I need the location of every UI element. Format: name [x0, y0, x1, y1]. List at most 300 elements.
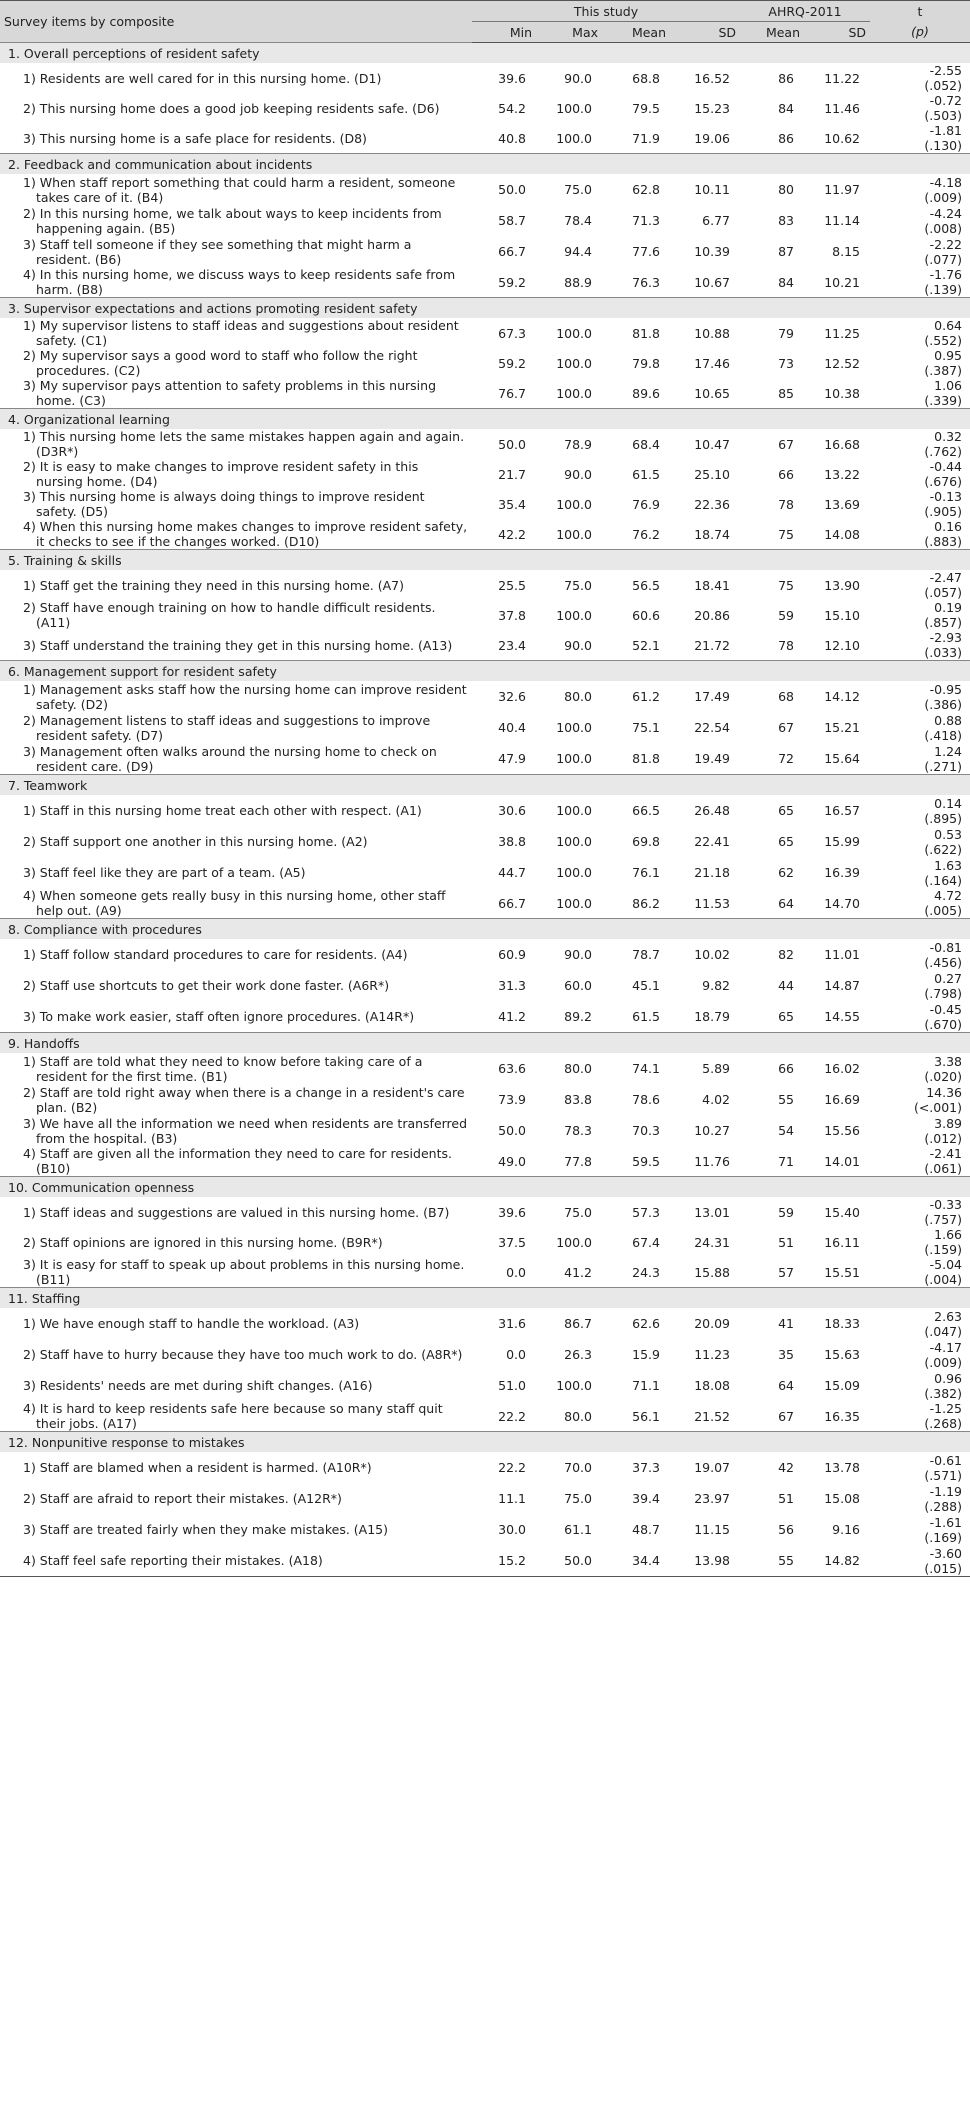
cell-mean: 69.8: [632, 834, 660, 849]
cell-max: 100.0: [556, 355, 592, 371]
cell-min: 35.4: [498, 496, 526, 512]
cell-sd: 15.23: [694, 100, 730, 116]
item-text: 2) My supervisor says a good word to staff who follow the right procedures. (C2): [23, 348, 418, 378]
cell-min: 15.2: [472, 1545, 536, 1577]
composite-title: 10. Communication openness: [0, 1177, 970, 1198]
cell-amean: 64: [778, 895, 794, 911]
cell-max: 26.3: [564, 1347, 592, 1362]
cell-max: 88.9: [564, 274, 592, 290]
cell-amean: 51: [778, 1491, 794, 1506]
t-value: 1.66: [934, 1227, 962, 1242]
cell-max: 75.0: [564, 182, 592, 197]
composite-heading: [0, 43, 970, 64]
cell-amean: 73: [778, 355, 794, 371]
cell-max: 100.0: [556, 751, 592, 766]
cell-min: 32.6: [498, 689, 526, 704]
cell-min: 59.2: [498, 274, 526, 290]
cell-t-p: [870, 888, 970, 919]
p-value: (.288): [924, 1498, 962, 1514]
composite-title: 12. Nonpunitive response to mistakes: [0, 1432, 970, 1453]
header-item-label: Survey items by composite: [0, 1, 472, 43]
cell-amean: 64: [778, 1378, 794, 1393]
cell-max: 100.0: [556, 1378, 592, 1393]
cell-sd: 18.08: [694, 1378, 730, 1393]
cell-min: 63.6: [498, 1061, 526, 1076]
composite-title: 5. Training & skills: [0, 550, 970, 571]
t-value: -0.61: [929, 1452, 962, 1468]
cell-t-p: [870, 123, 970, 154]
cell-min: 0.0: [506, 1347, 526, 1362]
cell-amean: 65: [778, 834, 794, 849]
cell-max: 60.0: [564, 978, 592, 993]
table-body: [0, 43, 970, 1577]
t-value: -2.55: [929, 63, 962, 78]
item-text: 2) Staff opinions are ignored in this nursing home. (B9R*): [23, 1234, 383, 1250]
p-value: (.622): [924, 841, 962, 857]
cell-asd: 15.40: [824, 1204, 860, 1220]
cell-min: 60.9: [498, 947, 526, 962]
p-value: (.456): [924, 954, 962, 970]
t-value: 2.63: [934, 1308, 962, 1324]
table-row: [0, 1146, 970, 1177]
cell-max: 100.0: [556, 325, 592, 341]
p-value: (.386): [924, 696, 962, 712]
cell-t-p: [870, 1053, 970, 1084]
header-min: Min: [472, 22, 536, 43]
cell-amean: 87: [778, 244, 794, 259]
item-text: 1) Residents are well cared for in this nursing home. (D1): [23, 70, 382, 86]
header-ahrq-mean: Mean: [740, 22, 804, 43]
item-text: 3) Staff are treated fairly when they make mistakes. (A15): [23, 1522, 388, 1537]
cell-amean: 84: [778, 274, 794, 290]
cell-amean: 75: [778, 526, 794, 542]
cell-asd: 16.57: [824, 803, 860, 818]
cell-max: 100.0: [556, 385, 592, 401]
table-row: [0, 1001, 970, 1033]
item-text: 1) Staff ideas and suggestions are valued in this nursing home. (B7): [23, 1204, 450, 1220]
composite-title: 11. Staffing: [0, 1288, 970, 1309]
cell-t-p: [870, 1257, 970, 1288]
cell-min: 40.8: [498, 130, 526, 146]
cell-mean: 37.3: [632, 1460, 660, 1475]
cell-mean: 48.7: [632, 1522, 660, 1537]
cell-max: 100.0: [556, 100, 592, 116]
table-row: [0, 1339, 970, 1370]
cell-asd: 14.01: [824, 1153, 860, 1169]
p-value: (.139): [924, 282, 962, 297]
t-value: -1.19: [929, 1483, 962, 1499]
cell-sd: 23.97: [694, 1491, 730, 1506]
cell-mean: 61.5: [632, 466, 660, 482]
cell-amean: 57: [778, 1264, 794, 1280]
cell-min: 44.7: [498, 865, 526, 880]
p-value: (.571): [924, 1467, 962, 1483]
cell-sd: 21.52: [694, 1408, 730, 1424]
cell-mean: 76.2: [632, 526, 660, 542]
cell-min: 50.0: [498, 436, 526, 452]
cell-min: 39.6: [498, 1204, 526, 1220]
cell-sd: 24.31: [694, 1234, 730, 1250]
cell-sd: 10.65: [694, 385, 730, 401]
table-row: [0, 348, 970, 378]
item-text: 1) This nursing home lets the same mistakes happen again and again. (D3R*): [23, 429, 465, 459]
cell-asd: 16.02: [824, 1061, 860, 1076]
p-value: (.009): [924, 189, 962, 205]
cell-amean: 41: [778, 1316, 794, 1331]
cell-amean: 67: [778, 436, 794, 452]
t-value: -1.76: [929, 267, 962, 282]
cell-asd: 12.52: [824, 355, 860, 371]
cell-max: 78.9: [564, 436, 592, 452]
table-row: [0, 236, 970, 267]
cell-asd: 13.22: [824, 466, 860, 482]
t-value: 14.36: [926, 1084, 962, 1100]
cell-t-p: [870, 1401, 970, 1432]
cell-max: 75.0: [564, 1204, 592, 1220]
t-value: 0.53: [934, 826, 962, 842]
table-row: [0, 267, 970, 298]
p-value: (.676): [924, 474, 962, 489]
t-value: -2.47: [929, 570, 962, 585]
cell-t-p: [870, 1452, 970, 1483]
composite-title: 1. Overall perceptions of resident safety: [0, 43, 970, 64]
item-text: 3) My supervisor pays attention to safety problems in this nursing home. (C3): [23, 378, 437, 408]
cell-mean: 78.6: [632, 1092, 660, 1107]
cell-t-p: [870, 1001, 970, 1033]
cell-t-p: [870, 459, 970, 489]
cell-sd: 22.54: [694, 720, 730, 735]
cell-t-p: [870, 1084, 970, 1115]
p-value: (.883): [924, 534, 962, 549]
cell-max: 100.0: [556, 607, 592, 623]
composite-heading: [0, 919, 970, 940]
cell-amean: 65: [778, 1009, 794, 1024]
p-value: (.857): [924, 615, 962, 630]
item-text: 1) We have enough staff to handle the workload. (A3): [23, 1316, 360, 1331]
cell-asd: 11.22: [824, 70, 860, 86]
cell-t-p: [870, 236, 970, 267]
cell-asd: 15.09: [824, 1378, 860, 1393]
header-t: t: [870, 1, 970, 22]
composite-title: 6. Management support for resident safety: [0, 661, 970, 682]
item-text: 4) Staff feel safe reporting their mistakes. (A18): [0, 1545, 472, 1577]
cell-mean: 74.1: [632, 1061, 660, 1076]
p-value: (.159): [924, 1242, 962, 1257]
cell-mean: 76.9: [632, 496, 660, 512]
cell-sd: 11.15: [694, 1522, 730, 1537]
cell-min: 37.5: [498, 1234, 526, 1250]
t-value: -0.95: [929, 681, 962, 697]
t-value: 0.64: [934, 318, 962, 333]
cell-min: 42.2: [498, 526, 526, 542]
cell-amean: 75: [778, 577, 794, 593]
table-row: [0, 1514, 970, 1545]
cell-mean: 60.6: [632, 607, 660, 623]
cell-mean: 24.3: [632, 1264, 660, 1280]
cell-mean: 86.2: [632, 895, 660, 911]
cell-t-p: [870, 1146, 970, 1177]
p-value: (.020): [924, 1068, 962, 1084]
composite-heading: [0, 1177, 970, 1198]
cell-mean: 66.5: [632, 803, 660, 818]
cell-min: 47.9: [498, 751, 526, 766]
cell-sd: 10.88: [694, 325, 730, 341]
p-value: (.552): [924, 333, 962, 348]
cell-asd: 10.62: [824, 130, 860, 146]
cell-asd: 10.38: [824, 385, 860, 401]
p-value: (.004): [924, 1272, 962, 1287]
cell-max: 50.0: [536, 1545, 602, 1577]
header-ahrq-sd: SD: [804, 22, 870, 43]
table-row: [0, 1545, 970, 1577]
table-row: [0, 318, 970, 348]
cell-max: 77.8: [564, 1153, 592, 1169]
cell-mean: 57.3: [632, 1204, 660, 1220]
cell-mean: 56.1: [632, 1408, 660, 1424]
cell-asd: 14.82: [804, 1545, 870, 1577]
table-row: [0, 205, 970, 236]
cell-max: 75.0: [564, 577, 592, 593]
cell-max: 100.0: [556, 865, 592, 880]
cell-sd: 5.89: [702, 1061, 730, 1076]
cell-min: 30.6: [498, 803, 526, 818]
cell-sd: 26.48: [694, 803, 730, 818]
cell-asd: 14.08: [824, 526, 860, 542]
p-value: (.015): [924, 1560, 962, 1576]
p-value: (.895): [924, 810, 962, 826]
cell-sd: 15.88: [694, 1264, 730, 1280]
t-value: 0.16: [934, 519, 962, 534]
cell-max: 80.0: [564, 689, 592, 704]
p-value: (.130): [924, 138, 962, 153]
header-sd: SD: [670, 22, 740, 43]
t-value: -1.25: [929, 1401, 962, 1416]
cell-sd: 10.02: [694, 947, 730, 962]
cell-t-p: [870, 630, 970, 661]
cell-amean: 59: [778, 1204, 794, 1220]
cell-amean: 83: [778, 213, 794, 228]
cell-asd: 11.97: [824, 182, 860, 197]
cell-max: 75.0: [564, 1491, 592, 1506]
cell-sd: 10.47: [694, 436, 730, 452]
item-text: 1) Staff are told what they need to know before taking care of a resident for the first time. (B1): [23, 1053, 423, 1084]
composite-heading: [0, 661, 970, 682]
t-value: 1.24: [934, 743, 962, 759]
cell-sd: 25.10: [694, 466, 730, 482]
p-value: (.905): [924, 504, 962, 519]
header-ahrq: AHRQ-2011: [740, 1, 870, 22]
cell-mean: 61.5: [632, 1009, 660, 1024]
cell-mean: 56.5: [632, 577, 660, 593]
cell-asd: 13.78: [824, 1460, 860, 1475]
p-value: (.005): [924, 903, 962, 918]
composite-heading: [0, 1033, 970, 1054]
table-row: [0, 630, 970, 661]
table-row: [0, 600, 970, 630]
table-row: [0, 1401, 970, 1432]
cell-max: 90.0: [564, 947, 592, 962]
cell-sd: 18.74: [694, 526, 730, 542]
cell-mean: 79.8: [632, 355, 660, 371]
cell-asd: 14.55: [824, 1009, 860, 1024]
item-text: 2) This nursing home does a good job keeping residents safe. (D6): [23, 100, 440, 116]
cell-sd: 22.36: [694, 496, 730, 512]
cell-max: 100.0: [556, 720, 592, 735]
cell-t-p: [870, 93, 970, 123]
cell-sd: 19.06: [694, 130, 730, 146]
cell-asd: 11.14: [824, 213, 860, 228]
p-value: (.762): [924, 444, 962, 459]
cell-t-p: [870, 1514, 970, 1545]
cell-amean: 59: [778, 607, 794, 623]
cell-min: 73.9: [498, 1092, 526, 1107]
cell-t-p: [870, 857, 970, 888]
cell-asd: 10.21: [824, 274, 860, 290]
header-this-study: This study: [472, 1, 740, 22]
cell-max: 90.0: [564, 637, 592, 653]
cell-amean: 66: [778, 466, 794, 482]
cell-max: 61.1: [564, 1522, 592, 1537]
cell-min: 59.2: [498, 355, 526, 371]
cell-max: 80.0: [564, 1061, 592, 1076]
cell-t-p: [870, 489, 970, 519]
table-row: [0, 123, 970, 154]
t-value: 0.95: [934, 348, 962, 363]
cell-amean: 67: [778, 720, 794, 735]
composite-heading: [0, 1288, 970, 1309]
cell-sd: 19.07: [694, 1460, 730, 1475]
t-value: 3.89: [934, 1115, 962, 1131]
cell-mean: 68.8: [632, 70, 660, 86]
cell-asd: 18.33: [824, 1316, 860, 1331]
item-text: 4) It is hard to keep residents safe here because so many staff quit their jobs. (A17): [23, 1401, 443, 1431]
cell-min: 0.0: [506, 1264, 526, 1280]
cell-sd: 18.79: [694, 1009, 730, 1024]
cell-max: 70.0: [564, 1460, 592, 1475]
composite-heading: [0, 550, 970, 571]
item-text: 2) Staff are afraid to report their mistakes. (A12R*): [23, 1491, 342, 1506]
cell-sd: 11.76: [694, 1153, 730, 1169]
cell-t-p: [870, 63, 970, 93]
cell-t-p: [870, 267, 970, 298]
cell-t-p: [870, 1197, 970, 1227]
table-row: [0, 459, 970, 489]
t-value: 3.38: [934, 1053, 962, 1069]
cell-min: 37.8: [498, 607, 526, 623]
cell-amean: 54: [778, 1123, 794, 1138]
table-row: [0, 429, 970, 459]
t-value: -0.45: [929, 1001, 962, 1017]
cell-amean: 55: [778, 1092, 794, 1107]
cell-t-p: [870, 1483, 970, 1514]
cell-t-p: [870, 378, 970, 409]
header-max: Max: [536, 22, 602, 43]
cell-max: 100.0: [556, 803, 592, 818]
item-text: 3) To make work easier, staff often ignore procedures. (A14R*): [23, 1009, 415, 1024]
cell-min: 49.0: [498, 1153, 526, 1169]
cell-amean: 35: [778, 1347, 794, 1362]
cell-t-p: [870, 795, 970, 826]
t-value: 0.88: [934, 712, 962, 728]
cell-max: 80.0: [564, 1408, 592, 1424]
cell-min: 50.0: [498, 1123, 526, 1138]
p-value: (.077): [924, 251, 962, 267]
composite-title: 3. Supervisor expectations and actions promoting resident safety: [0, 298, 970, 319]
cell-asd: 15.99: [824, 834, 860, 849]
t-value: -0.81: [929, 939, 962, 955]
table-row: [0, 174, 970, 205]
cell-amean: 66: [778, 1061, 794, 1076]
p-value: (.052): [924, 78, 962, 93]
cell-max: 100.0: [556, 496, 592, 512]
cell-mean: 76.3: [632, 274, 660, 290]
cell-mean: 15.9: [632, 1347, 660, 1362]
cell-min: 30.0: [498, 1522, 526, 1537]
table-row: [0, 826, 970, 857]
cell-sd: 20.86: [694, 607, 730, 623]
table-header: [0, 1, 970, 43]
table-row: [0, 1483, 970, 1514]
t-value: 0.19: [934, 600, 962, 615]
cell-asd: 11.25: [824, 325, 860, 341]
p-value: (.061): [924, 1161, 962, 1176]
t-value: -5.04: [929, 1257, 962, 1272]
cell-t-p: [870, 205, 970, 236]
cell-mean: 62.8: [632, 182, 660, 197]
item-text: 2) Staff are told right away when there is a change in a resident's care plan. (B2): [23, 1084, 465, 1115]
cell-mean: 39.4: [632, 1491, 660, 1506]
item-text: 3) This nursing home is a safe place for residents. (D8): [23, 130, 367, 146]
table-row: [0, 489, 970, 519]
item-text: 1) My supervisor listens to staff ideas and suggestions about resident safety. (C1): [23, 318, 459, 348]
cell-mean: 52.1: [632, 637, 660, 653]
table-row: [0, 1053, 970, 1084]
cell-max: 94.4: [564, 244, 592, 259]
cell-mean: 77.6: [632, 244, 660, 259]
cell-amean: 55: [740, 1545, 804, 1577]
cell-asd: 9.16: [832, 1522, 860, 1537]
cell-t-p: [870, 570, 970, 600]
cell-sd: 10.11: [694, 182, 730, 197]
cell-max: 89.2: [564, 1009, 592, 1024]
item-text: 2) Staff have enough training on how to handle difficult residents. (A11): [23, 600, 436, 630]
cell-max: 78.3: [564, 1123, 592, 1138]
item-text: 2) In this nursing home, we talk about ways to keep incidents from happening again. (B5): [23, 205, 442, 236]
item-text: 1) Staff are blamed when a resident is harmed. (A10R*): [23, 1460, 372, 1475]
cell-mean: 76.1: [632, 865, 660, 880]
composite-heading: [0, 409, 970, 430]
cell-t-p: [870, 318, 970, 348]
p-value: (.009): [924, 1354, 962, 1370]
cell-t-p: [870, 1545, 970, 1577]
cell-t-p: [870, 429, 970, 459]
item-text: 1) Staff get the training they need in this nursing home. (A7): [23, 577, 404, 593]
item-text: 2) Management listens to staff ideas and suggestions to improve resident safety. (D7): [23, 712, 431, 743]
cell-min: 21.7: [498, 466, 526, 482]
item-text: 3) Staff understand the training they get in this nursing home. (A13): [23, 637, 453, 653]
cell-t-p: [870, 519, 970, 550]
t-value: -3.60: [929, 1545, 962, 1561]
item-text: 3) Staff feel like they are part of a team. (A5): [23, 865, 306, 880]
item-text: 3) It is easy for staff to speak up about problems in this nursing home. (B11): [23, 1257, 465, 1287]
p-value: (.033): [924, 645, 962, 660]
t-value: -0.13: [929, 489, 962, 504]
cell-min: 31.6: [498, 1316, 526, 1331]
item-text: 3) This nursing home is always doing things to improve resident safety. (D5): [23, 489, 425, 519]
t-value: 1.63: [934, 857, 962, 873]
cell-min: 40.4: [498, 720, 526, 735]
composite-title: 4. Organizational learning: [0, 409, 970, 430]
